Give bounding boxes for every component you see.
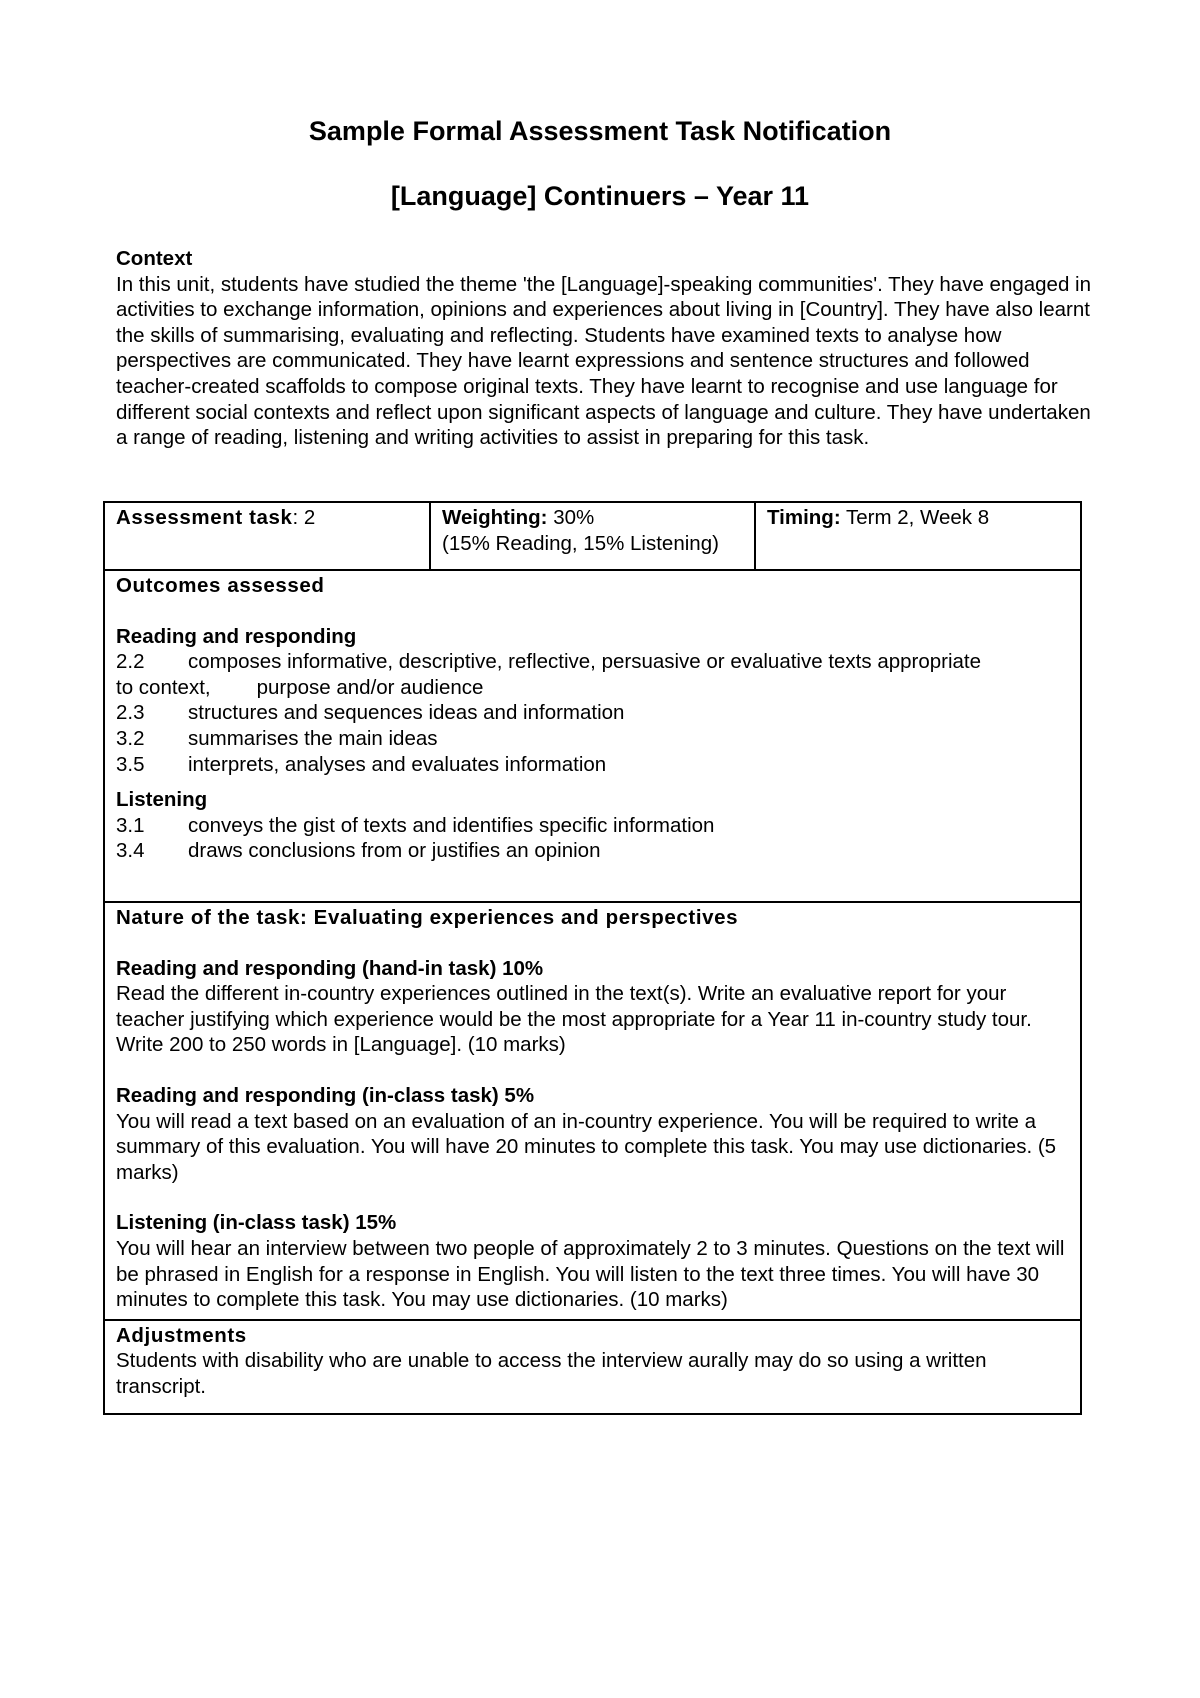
outcome-item-continuation: to context, purpose and/or audience xyxy=(116,675,484,699)
listening-outcomes-heading: Listening xyxy=(116,788,208,812)
nature-section-heading: Reading and responding (in-class task) 5% xyxy=(116,1083,535,1107)
weighting-value: 30% xyxy=(547,506,595,529)
context-text: In this unit, students have studied the theme 'the [Language]-speaking communities'. They have engaged in activities to exchange information, opinions and experiences about living in [Country]. They have also learnt the skills of summarising, evaluating and reflecting. Students have examined texts to analyse how perspectives are communicated. They have learnt expressions and sentence structures and followed teacher-created scaffolds to compose original texts. They have learnt to recognise and use language for different social contexts and reflect upon significant aspects of language and culture. They have undertaken a range of reading, listening and writing activities to assist in preparing for this task. xyxy=(116,272,1092,450)
timing-cell xyxy=(755,502,1081,570)
nature-section-heading: Listening (in-class task) 15% xyxy=(116,1211,397,1235)
nature-row xyxy=(104,902,1081,1320)
outcome-item: 3.2 summarises the main ideas xyxy=(116,726,438,750)
adjustments-cell xyxy=(104,1320,1081,1414)
document-title: Sample Formal Assessment Task Notification xyxy=(308,116,892,146)
nature-section-text: You will read a text based on an evaluation of an in-country experience. You will be required to write a summary of this evaluation. You will have 20 minutes to complete this task. You may use dictionaries. (5 marks) xyxy=(116,1109,1057,1184)
nature-section-text: You will hear an interview between two people of approximately 2 to 3 minutes. Questions on the text will be phrased in English for a response in English. You will listen to the text three times. You will have 30 minutes to complete this task. You may use dictionaries. (10 marks) xyxy=(116,1236,1065,1312)
outcomes-cell xyxy=(104,570,1081,902)
adjustments-row xyxy=(104,1320,1081,1414)
outcome-item: 3.5 interprets, analyses and evaluates information xyxy=(116,752,607,776)
assessment-task-value: : 2 xyxy=(292,506,316,529)
outcome-item: 2.2 composes informative, descriptive, reflective, persuasive or evaluative texts appropriate xyxy=(116,650,982,674)
assessment-task-cell xyxy=(104,502,430,570)
nature-section-heading: Reading and responding (hand-in task) 10% xyxy=(116,956,544,980)
weighting-detail: (15% Reading, 15% Listening) xyxy=(442,531,719,555)
context-heading: Context xyxy=(116,247,193,270)
timing-label: Timing: xyxy=(767,506,841,529)
nature-section-text: Read the different in-country experiences outlined in the text(s). Write an evaluative report for your teacher justifying which experience would be the most appropriate for a Year 11 in-country study tour. Write 200 to 250 words in [Language]. (10 marks) xyxy=(116,982,1032,1057)
outcomes-heading: Outcomes assessed xyxy=(116,574,325,597)
weighting-cell xyxy=(430,502,755,570)
assessment-task-table xyxy=(103,501,1082,1415)
assessment-task-label: Assessment task xyxy=(116,506,293,529)
document-subtitle: [Language] Continuers – Year 11 xyxy=(390,181,810,211)
reading-outcomes-heading: Reading and responding xyxy=(116,624,357,648)
task-summary-row xyxy=(104,502,1081,570)
weighting-label: Weighting: xyxy=(442,506,548,529)
timing-value: Term 2, Week 8 xyxy=(840,506,990,529)
adjustments-text: Students with disability who are unable to access the interview aurally may do so using a written transcript. xyxy=(116,1349,987,1398)
nature-cell xyxy=(104,902,1081,1320)
context-section xyxy=(116,246,1106,451)
outcome-item: 2.3 structures and sequences ideas and information xyxy=(116,701,625,725)
nature-heading: Nature of the task: Evaluating experiences and perspectives xyxy=(116,906,739,929)
outcomes-row xyxy=(104,570,1081,902)
outcome-item: 3.4 draws conclusions from or justifies an opinion xyxy=(116,839,601,863)
outcome-item: 3.1 conveys the gist of texts and identifies specific information xyxy=(116,813,715,837)
adjustments-heading: Adjustments xyxy=(116,1323,247,1347)
